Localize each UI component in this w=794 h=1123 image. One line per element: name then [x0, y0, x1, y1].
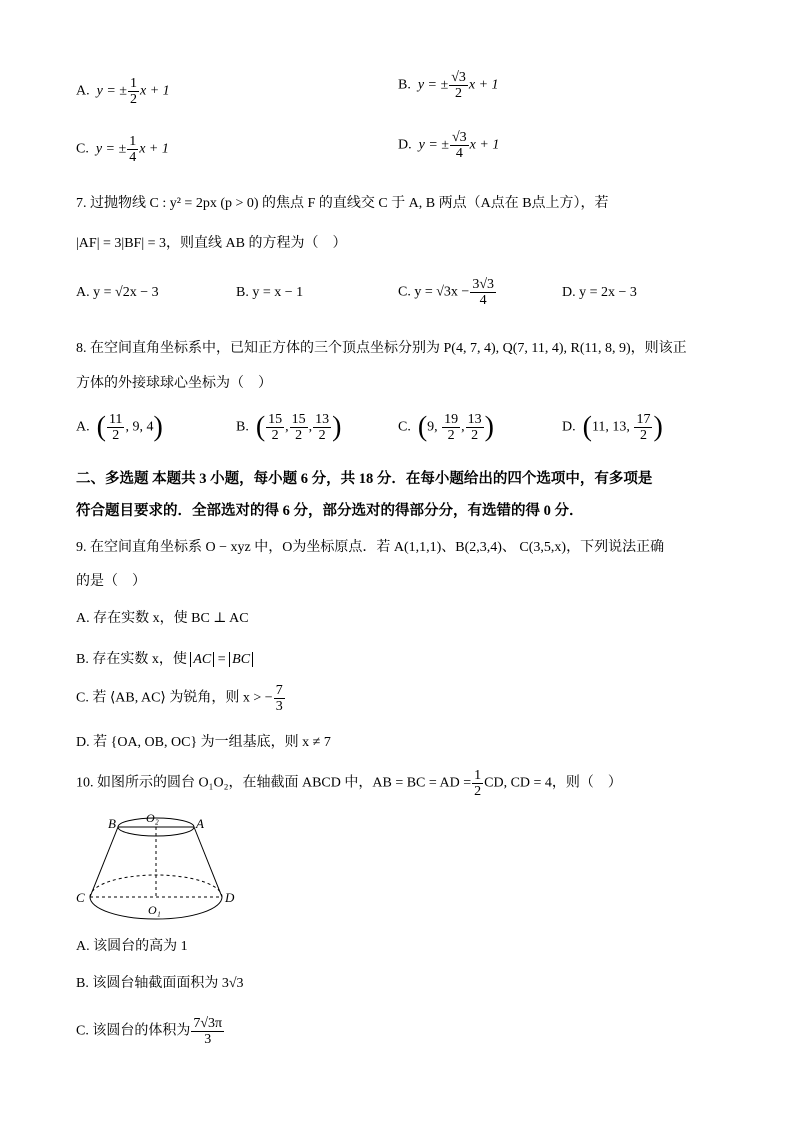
- q6-option-a: A. y = ± $\frac{1}{2}$ x + 1: [76, 76, 170, 107]
- q7-option-c: C. y = √3x − $\frac{3√3}{4}$: [398, 277, 494, 308]
- label-B: B: [108, 816, 116, 831]
- q10-option-b: B. 该圆台轴截面面积为 3√3: [76, 976, 244, 991]
- q9-option-a: A. 存在实数 x，使 BC ⊥ AC: [76, 611, 249, 626]
- q6-option-d: D. y = ± $\frac{√3}{4}$ x + 1: [398, 130, 500, 161]
- q8-stem-line1: 8. 在空间直角坐标系中，已知正方体的三个顶点坐标分别为 P(4, 7, 4), Q(7, 11, 4), R(11, 8, 9)，则该正: [76, 341, 687, 356]
- q9-stem-line1: 9. 在空间直角坐标系 O − xyz 中，O为坐标原点．若 A(1,1,1)、B(2,3,4)、 C(3,5,x)，下列说法正确: [76, 540, 665, 555]
- q7-stem-line2: |AF| = 3|BF| = 3，则直线 AB 的方程为（ ）: [76, 236, 347, 251]
- section2-heading-line2: 符合题目要求的．全部选对的得 6 分，部分选对的得部分分，有选错的得 0 分．: [76, 503, 584, 519]
- q10-option-a: A. 该圆台的高为 1: [76, 939, 188, 954]
- side-left: [90, 827, 118, 897]
- q7-option-a: A. y = √2x − 3: [76, 285, 159, 300]
- q8-option-b: B. ( $\frac{15}{2}$ , $\frac{15}{2}$ , $\frac{13}{2}$ ): [236, 411, 342, 443]
- q6-option-c: C. y = ± $\frac{1}{4}$ x + 1: [76, 134, 169, 165]
- label-D: D: [225, 890, 235, 905]
- q8-stem-line2: 方体的外接球球心坐标为（ ）: [76, 376, 272, 391]
- label-A: A: [196, 816, 204, 831]
- q6-option-b: B. y = ± $\frac{√3}{2}$ x + 1: [398, 70, 499, 101]
- side-right: [194, 827, 222, 897]
- q8-option-a: A. ( $\frac{11}{2}$ , 9, 4): [76, 411, 163, 443]
- q8-option-c: C. (9, $\frac{19}{2}$ , $\frac{13}{2}$ ): [398, 411, 494, 443]
- section2-heading-line1: 二、多选题 本题共 3 小题，每小题 6 分，共 18 分．在每小题给出的四个选项中，有多项是: [76, 471, 653, 487]
- q10-stem: 10. 如图所示的圆台 O₁O₂，在轴截面 ABCD 中，AB = BC = AD = $\frac{1}{2}$ CD, CD = 4，则（ ）: [76, 768, 622, 799]
- q10-option-c: C. 该圆台的体积为 $\frac{7√3\pi}{3}$: [76, 1016, 223, 1047]
- q7-option-d: D. y = 2x − 3: [562, 285, 637, 300]
- q7-option-b: B. y = x − 1: [236, 285, 304, 300]
- frustum-figure: [76, 808, 246, 928]
- q9-option-d: D. 若 {OA, OB, OC} 为一组基底，则 x ≠ 7: [76, 735, 331, 750]
- label-C: C: [76, 890, 85, 905]
- q9-option-c: C. 若 ⟨AB, AC⟩ 为锐角，则 x > − $\frac{7}{3}$: [76, 683, 283, 714]
- q9-stem-line2: 的是（ ）: [76, 574, 146, 589]
- q9-option-b: B. 存在实数 x，使 AC = BC: [76, 649, 253, 671]
- label-O2: O₂: [146, 811, 159, 825]
- q8-option-d: D. (11, 13, $\frac{17}{2}$ ): [562, 411, 663, 443]
- q7-stem-line1: 7. 过抛物线 C : y² = 2px (p > 0) 的焦点 F 的直线交 C 于 A, B 两点（A点在 B点上方），若: [76, 196, 609, 211]
- label-O1: O₁: [148, 903, 161, 917]
